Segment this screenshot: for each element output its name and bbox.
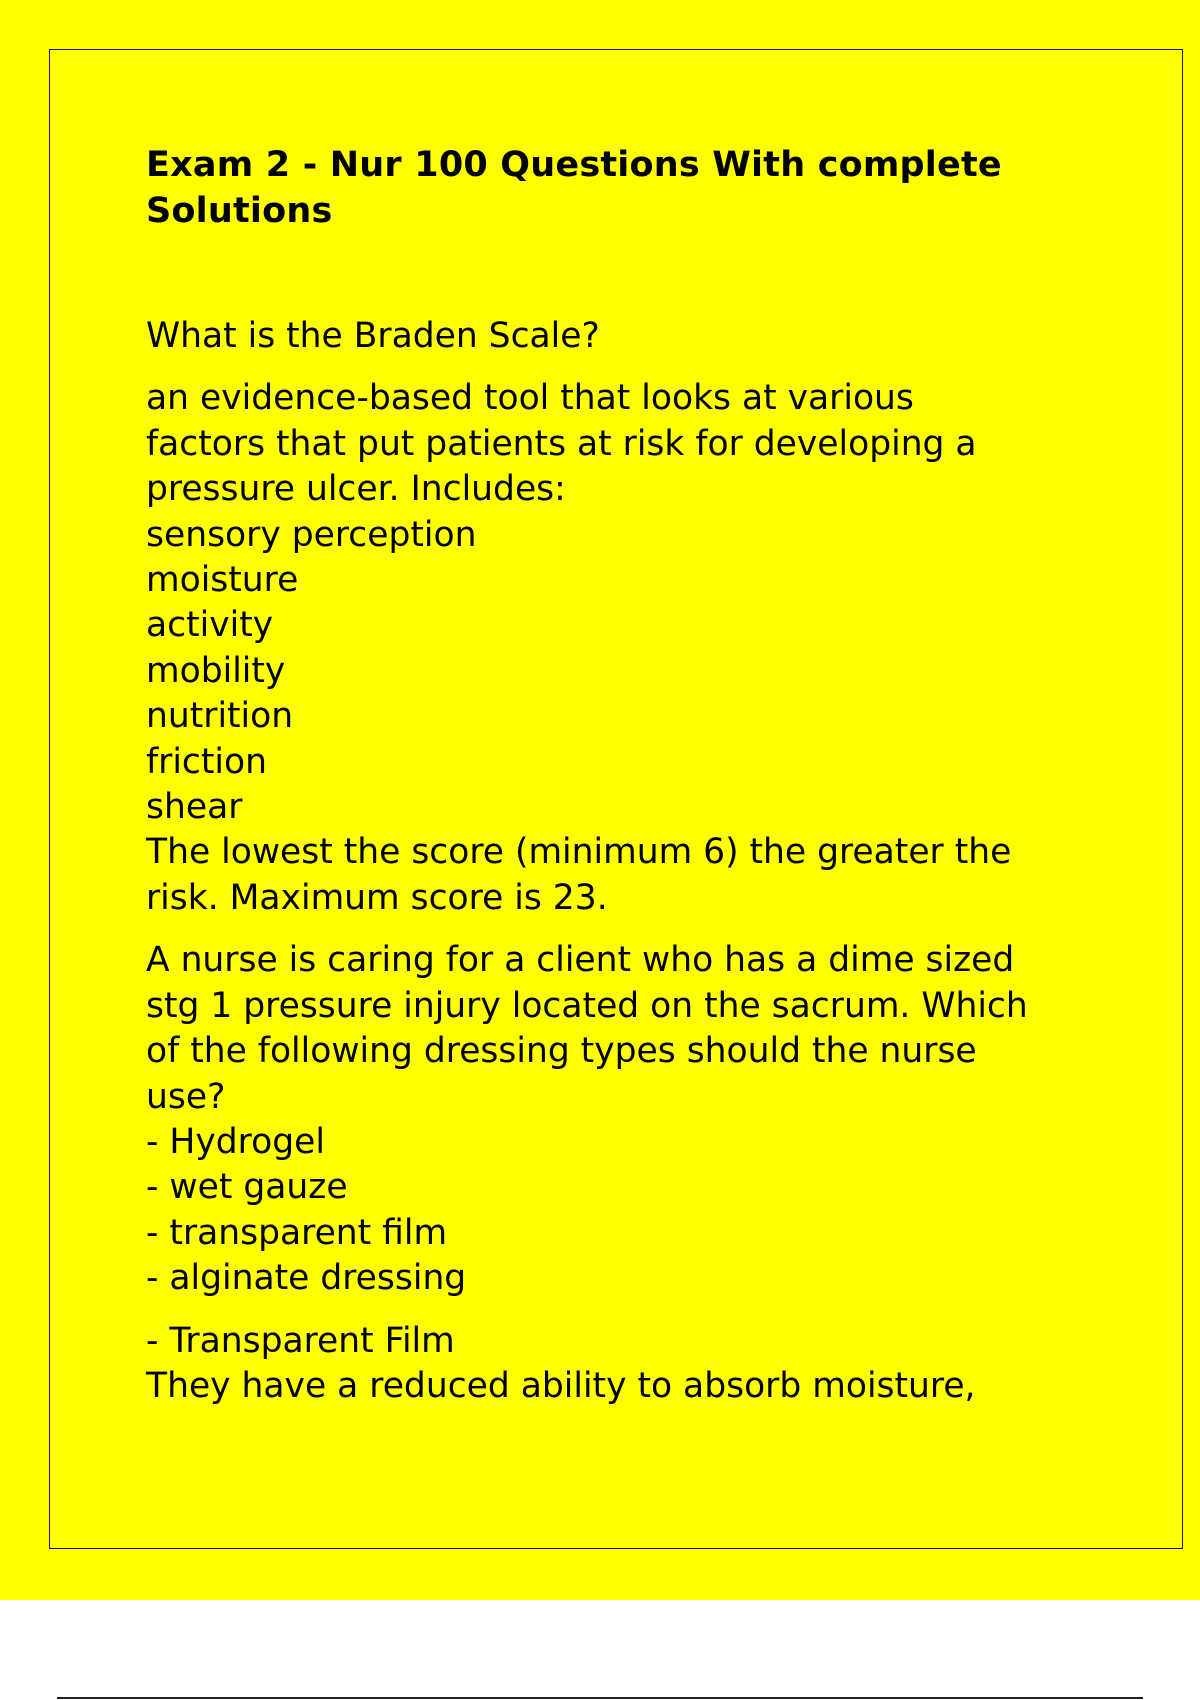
answer-text	[146, 1319, 1146, 1410]
answer-line: an evidence-based tool that looks at various	[146, 378, 914, 419]
answer-text	[146, 376, 1146, 921]
option-line: - wet gauze	[146, 1167, 348, 1208]
qa-item-braden-scale	[146, 314, 1146, 921]
answer-line: friction	[146, 741, 267, 782]
answer-line: nutrition	[146, 696, 294, 737]
question-line: A nurse is caring for a client who has a dime sized	[146, 940, 1015, 981]
footer-divider	[57, 1697, 1143, 1699]
answer-line: - Transparent Film	[146, 1320, 455, 1361]
answer-line: pressure ulcer. Includes:	[146, 469, 566, 510]
answer-line: sensory perception	[146, 514, 477, 555]
question-line: of the following dressing types should the nurse	[146, 1031, 977, 1072]
answer-line: shear	[146, 787, 243, 828]
answer-line: moisture	[146, 560, 299, 601]
answer-line: factors that put patients at risk for developing a	[146, 423, 977, 464]
answer-line: They have a reduced ability to absorb moisture,	[146, 1365, 976, 1406]
option-line: - transparent film	[146, 1212, 448, 1253]
document-content	[146, 142, 1146, 1409]
answer-line: The lowest the score (minimum 6) the greater the	[146, 832, 1012, 873]
answer-line: risk. Maximum score is 23.	[146, 877, 608, 918]
answer-line: mobility	[146, 650, 286, 691]
option-line: - Hydrogel	[146, 1121, 325, 1162]
answer-line: activity	[146, 605, 274, 646]
question-line: stg 1 pressure injury located on the sacrum. Which	[146, 985, 1028, 1026]
question-text	[146, 938, 1146, 1301]
question-line: use?	[146, 1076, 226, 1117]
document-title: Exam 2 - Nur 100 Questions With complete Solutions	[146, 145, 1002, 231]
option-line: - alginate dressing	[146, 1258, 467, 1299]
question-text: What is the Braden Scale?	[146, 316, 600, 356]
qa-item-dressing-type	[146, 938, 1146, 1409]
